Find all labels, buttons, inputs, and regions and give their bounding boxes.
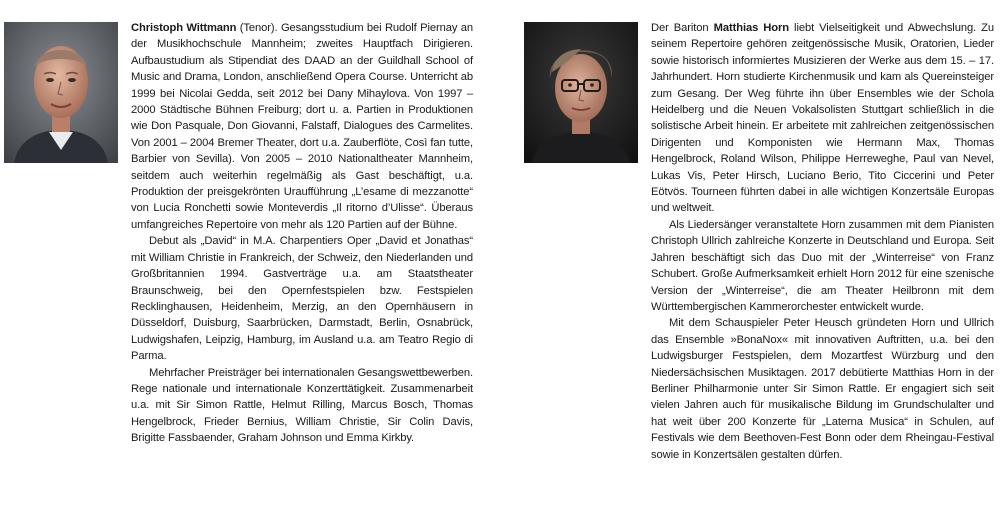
bio-paragraph-2: Als Liedersänger veranstaltete Horn zusammen mit dem Pianisten Christoph Ullrich zahlreiche Konzerte in Deutschland und Europa. Seit Jahren beschäftigt sich das Duo mit der „Winterreise“ von Franz Schubert. Große Aufmerksamkeit erhielt Horn 2012 für eine szenische Version der „Winterreise“, die am Theater Heilbronn mit dem Württembergischen Kammerorchester entwickelt wurde. bbox=[651, 218, 994, 313]
bio-paragraph-1 bbox=[651, 20, 994, 217]
bio-paragraph-1-text: liebt Vielseitigkeit und Abwechslung. Zu seinem Repertoire gehören zeitgenössische Musik, Oratorien, Lieder sowie historisch informiertes Musizieren der Werke aus dem 15. – 17. Jahrhundert. Horn studierte Kirchenmusik und kam als Quereinsteiger zum Gesang. Der Weg führte ihn über Ensembles wie der Schola Heidelberg und die Neuen Vokalsolisten Stuttgart schließlich in die solistische Arbeit hinein. Er arbeitete mit zahlreichen zeitgenössischen Dirigenten und Komponisten wie Hermann Max, Thomas Hengelbrock, Roland Wilson, Philippe Herreweghe, Paul van Nevel, Lukas Vis, Peter Hirsch, Luciano Berio, Tito Ciccerini und Peter Eötvös. Tourneen führten dabei in alle wichtigen Konzertsäle Europas und weltweit. bbox=[651, 22, 994, 215]
bio-paragraph-1 bbox=[131, 20, 473, 233]
bio-paragraph-2: Debut als „David“ in M.A. Charpentiers Oper „David et Jonathas“ mit William Christie in Frankreich, der Schweiz, den Niederlanden und Großbritannien 1994. Gastverträge u.a. am Staatstheater Braunschweig, bei den Opernfestspielen bzw. Festspielen Recklinghausen, Heidenheim, Merzig, an den Opernhäusern in Düsseldorf, Duisburg, Saarbrücken, Darmstadt, Berlin, Osnabrück, Ludwigshafen, Leipzig, Hamburg, im Ausland u.a. am Teatro Regio di Parma. bbox=[131, 235, 473, 363]
person-name: Christoph Wittmann bbox=[131, 22, 237, 34]
bio-paragraph-3: Mehrfacher Preisträger bei internationalen Gesangswettbewerben. Rege nationale und internationale Konzerttätigkeit. Zusammenarbeit u.a. mit Sir Simon Rattle, Helmut Rilling, Marcus Bosch, Thomas Hengelbrock, Frieder Bernius, William Christie, Sir Colin Davis, Brigitte Fassbaender, Graham Johnson und Emma Kirkby. bbox=[131, 366, 473, 445]
portrait-photo-wittmann bbox=[4, 22, 118, 163]
bio-christoph-wittmann bbox=[0, 0, 480, 513]
portrait-photo-horn bbox=[524, 22, 638, 163]
person-name: Matthias Horn bbox=[713, 22, 789, 34]
person-portrait-icon bbox=[524, 22, 638, 163]
bio-paragraph-1-text: (Tenor). Gesangsstudium bei Rudolf Piernay an der Musikhochschule Mannheim; zweites Hauptfach Dirigieren. Aufbaustudium als Stipendiat des DAAD an der Guildhall School of Music and Drama, London, anschließend Opera Course. Unterricht ab 1999 bei Nicolai Gedda, seit 2012 bei Dany Mihaylova. Von 1997 – 2000 Städtische Bühnen Freiburg; dort u. a. Partien in Produktionen wie Don Pasquale, Don Giovanni, Falstaff, Dialogues des Carmelites. Von 2001 – 2004 Bremer Theater, dort u.a. Zauberflöte, Così fan tutte, Barbier von Sevilla). Von 2005 – 2010 Nationaltheater Mannheim, seitdem auch weiterhin regelmäßig als Gast beschäftigt, u.a. Produktion der preisgekrönten Uraufführung „L’esame di mezzanotte“ von Lucia Ronchetti sowie Monteverdis „Il ritorno d’Ulisse“. Überaus umfangreiches Repertoire von mehr als 120 Partien auf der Bühne. bbox=[131, 22, 473, 231]
bio-matthias-horn bbox=[520, 0, 1000, 513]
person-portrait-icon bbox=[4, 22, 118, 163]
bio-text-horn bbox=[651, 20, 994, 463]
bio-text-wittmann bbox=[131, 20, 473, 447]
bio-paragraph-1-lead: Der Bariton bbox=[651, 22, 714, 34]
bio-paragraph-3: Mit dem Schauspieler Peter Heusch gründeten Horn und Ullrich das Ensemble »BonaNox« mit innovativen Auftritten, u.a. bei den Ludwigsburger Festspielen, dem Mozartfest Würzburg und den Niedersächsischen Musiktagen. 2017 debütierte Matthias Horn in der Berliner Philharmonie unter Sir Simon Rattle. Er engagiert sich seit vielen Jahren auch für musikalische Bildung im Grundschulalter und hat weit über 200 Konzerte für „Laterna Musica“ in Schulen, auf Festivals wie dem Beethoven-Fest Bonn oder dem Rheingau-Festival sowie in Konzertsälen gestalten dürfen. bbox=[651, 317, 994, 461]
